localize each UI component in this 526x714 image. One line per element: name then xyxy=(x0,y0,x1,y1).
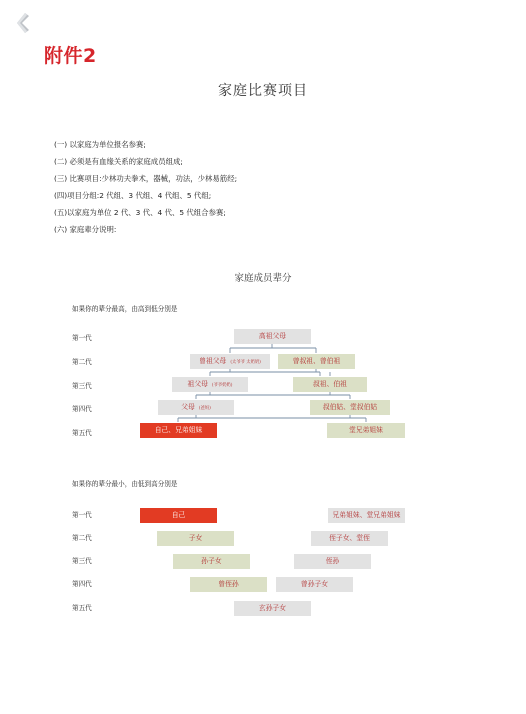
rule-item: (四)项目分组:2 代组、3 代组、4 代组、5 代组; xyxy=(54,191,212,200)
box-great-great-grandchildren: 玄孙子女 xyxy=(234,601,311,616)
box-great-grandchildren: 曾孙子女 xyxy=(276,577,353,592)
box-uncles-aunts: 叔伯姑、堂叔伯姑 xyxy=(310,400,390,415)
diagram-note-lowest: 如果你的辈分最小，由低到高分别是 xyxy=(72,480,178,488)
rule-item: (一) 以家庭为单位报名参赛; xyxy=(54,140,146,149)
section-title: 家庭成员辈分 xyxy=(234,273,292,284)
box-siblings-cousins: 兄弟姐妹、堂兄弟姐妹 xyxy=(328,508,405,523)
box-parents: 父母 (爸妈) xyxy=(158,400,234,415)
generation-label: 第二代 xyxy=(72,358,92,366)
box-grandchildren: 孙子女 xyxy=(173,554,250,569)
generation-label: 第一代 xyxy=(72,511,92,519)
box-cousins: 堂兄弟姐妹 xyxy=(327,423,405,438)
attachment-label: 附件2 xyxy=(44,45,97,67)
box-grandnephews: 侄孙 xyxy=(294,554,371,569)
generation-label: 第五代 xyxy=(72,604,92,612)
rule-item: (五)以家庭为单位 2 代、3 代、4 代、5 代组合参赛; xyxy=(54,208,226,217)
box-grandparents: 祖父母 (爷爷奶奶) xyxy=(172,377,248,392)
box-great-great-grandparents: 高祖父母 xyxy=(234,329,311,344)
box-nephews-nieces: 侄子女、堂侄 xyxy=(311,531,388,546)
box-children: 子女 xyxy=(157,531,234,546)
generation-label: 第一代 xyxy=(72,334,92,342)
box-great-grandparents: 曾祖父母 (太爷爷 太奶奶) xyxy=(190,354,270,369)
generation-label: 第二代 xyxy=(72,534,92,542)
rule-item: (三) 比赛项目:少林功夫拳术，器械，功法，少林易筋经; xyxy=(54,174,238,183)
diagram-note-highest: 如果你的辈分最高，由高到低分别是 xyxy=(72,305,178,313)
box-great-granduncles: 曾叔祖、曾伯祖 xyxy=(278,354,355,369)
box-great-grandnephews: 曾侄孙 xyxy=(190,577,267,592)
rule-item: (二) 必须是有血缘关系的家庭成员组成; xyxy=(54,157,183,166)
box-granduncles: 叔祖、伯祖 xyxy=(293,377,367,392)
generation-label: 第三代 xyxy=(72,382,92,390)
generation-label: 第四代 xyxy=(72,405,92,413)
generation-label: 第五代 xyxy=(72,429,92,437)
rule-item: (六) 家庭辈分说明: xyxy=(54,225,117,234)
box-self: 自己 xyxy=(140,508,217,523)
generation-label: 第四代 xyxy=(72,580,92,588)
document-title: 家庭比赛项目 xyxy=(218,83,308,99)
box-self-siblings: 自己、兄弟姐妹 xyxy=(140,423,217,438)
generation-label: 第三代 xyxy=(72,557,92,565)
